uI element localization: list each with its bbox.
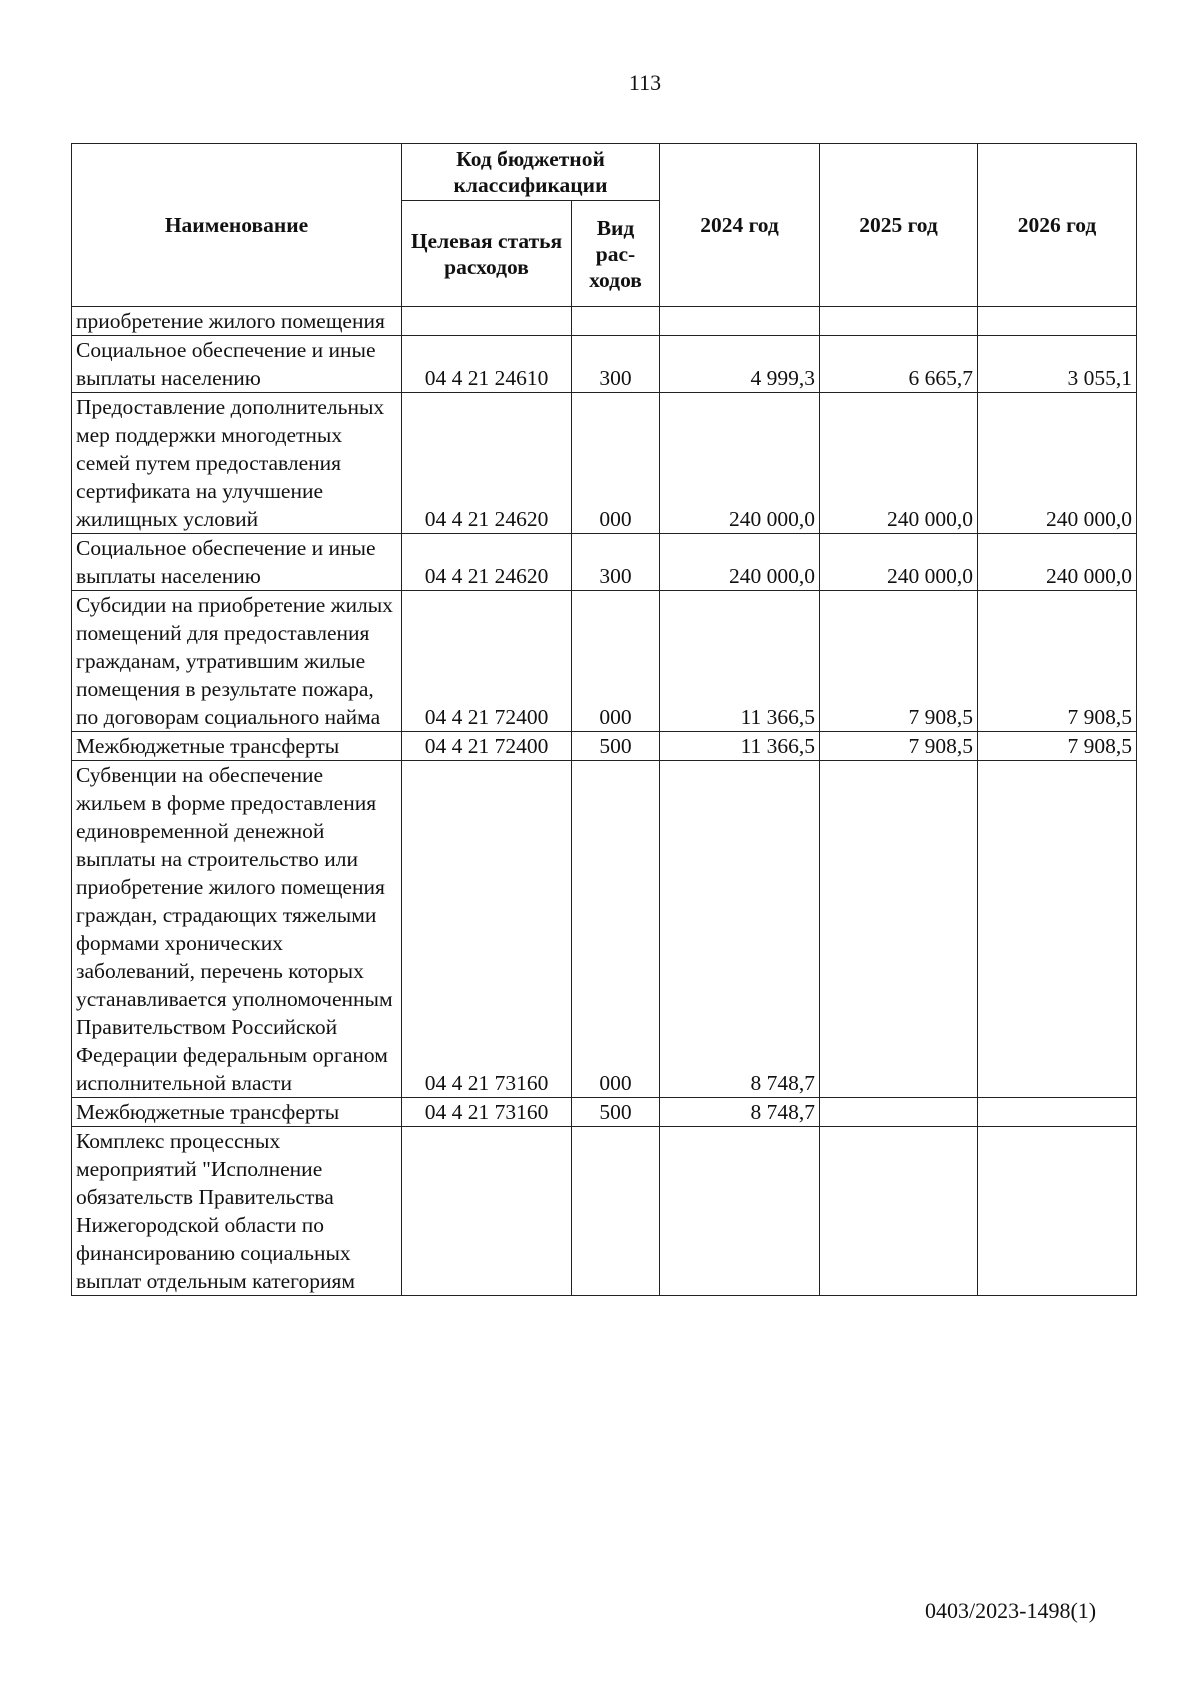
header-budget-code: Код бюджетной классификации — [402, 144, 660, 201]
row-value-2026 — [978, 1098, 1137, 1127]
row-value-2026 — [978, 1127, 1137, 1296]
document-code: 0403/2023-1498(1) — [925, 1598, 1097, 1623]
table-row — [72, 591, 1137, 732]
row-value-2025: 240 000,0 — [820, 393, 978, 534]
row-value-2024 — [660, 1127, 820, 1296]
row-target-article: 04 4 21 72400 — [402, 732, 572, 761]
row-expense-type: 300 — [572, 534, 660, 591]
row-value-2026 — [978, 307, 1137, 336]
row-value-2025: 6 665,7 — [820, 336, 978, 393]
row-value-2025: 240 000,0 — [820, 534, 978, 591]
row-value-2026: 7 908,5 — [978, 732, 1137, 761]
row-value-2024: 240 000,0 — [660, 534, 820, 591]
row-value-2026: 7 908,5 — [978, 591, 1137, 732]
row-name: Субвенции на обеспечение жильем в форме предоставления единовременной денежной выплаты на строительство или приобретение жилого помещения граждан, страдающих тяжелыми формами хронических заболеваний, перечень которых устанавливается уполномоченным Правительством Российской Федерации федеральным органом исполнительной власти — [72, 761, 402, 1098]
row-name: Комплекс процессных мероприятий "Исполнение обязательств Правительства Нижегородской области по финансированию социальных выплат отдельным категориям — [72, 1127, 402, 1296]
table-row — [72, 393, 1137, 534]
row-value-2024: 4 999,3 — [660, 336, 820, 393]
row-target-article: 04 4 21 24620 — [402, 393, 572, 534]
row-value-2026: 240 000,0 — [978, 393, 1137, 534]
header-target-article: Целевая статья расходов — [402, 201, 572, 307]
table-row — [72, 1098, 1137, 1127]
row-expense-type — [572, 307, 660, 336]
row-value-2024: 240 000,0 — [660, 393, 820, 534]
table-row — [72, 1127, 1137, 1296]
table-row — [72, 761, 1137, 1098]
row-value-2025 — [820, 1098, 978, 1127]
row-name: Межбюджетные трансферты — [72, 732, 402, 761]
table-row — [72, 307, 1137, 336]
header-name: Наименование — [72, 144, 402, 307]
header-2026: 2026 год — [978, 144, 1137, 307]
row-target-article: 04 4 21 24620 — [402, 534, 572, 591]
row-value-2025 — [820, 1127, 978, 1296]
header-2024: 2024 год — [660, 144, 820, 307]
row-target-article: 04 4 21 73160 — [402, 761, 572, 1098]
row-target-article — [402, 307, 572, 336]
row-value-2025 — [820, 307, 978, 336]
table-row — [72, 732, 1137, 761]
row-value-2026: 240 000,0 — [978, 534, 1137, 591]
row-target-article — [402, 1127, 572, 1296]
row-expense-type — [572, 1127, 660, 1296]
row-value-2026 — [978, 761, 1137, 1098]
row-expense-type: 300 — [572, 336, 660, 393]
page-number: 113 — [628, 70, 662, 95]
row-value-2025: 7 908,5 — [820, 732, 978, 761]
table-row — [72, 336, 1137, 393]
row-expense-type: 500 — [572, 732, 660, 761]
row-expense-type: 500 — [572, 1098, 660, 1127]
row-name: Субсидии на приобретение жилых помещений для предоставления гражданам, утратившим жилые помещения в результате пожара, по договорам социального найма — [72, 591, 402, 732]
row-expense-type: 000 — [572, 591, 660, 732]
table-body — [72, 307, 1137, 1296]
row-target-article: 04 4 21 73160 — [402, 1098, 572, 1127]
row-expense-type: 000 — [572, 761, 660, 1098]
row-value-2024: 8 748,7 — [660, 761, 820, 1098]
row-expense-type: 000 — [572, 393, 660, 534]
budget-table — [71, 143, 1137, 1296]
row-name: Социальное обеспечение и иные выплаты населению — [72, 534, 402, 591]
row-value-2025 — [820, 761, 978, 1098]
row-target-article: 04 4 21 24610 — [402, 336, 572, 393]
row-value-2024: 8 748,7 — [660, 1098, 820, 1127]
row-value-2026: 3 055,1 — [978, 336, 1137, 393]
header-2025: 2025 год — [820, 144, 978, 307]
row-value-2024 — [660, 307, 820, 336]
row-target-article: 04 4 21 72400 — [402, 591, 572, 732]
header-expense-type: Вид рас-ходов — [572, 201, 660, 307]
row-value-2024: 11 366,5 — [660, 732, 820, 761]
row-name: Межбюджетные трансферты — [72, 1098, 402, 1127]
row-value-2024: 11 366,5 — [660, 591, 820, 732]
row-name: Предоставление дополнительных мер поддержки многодетных семей путем предоставления сертификата на улучшение жилищных условий — [72, 393, 402, 534]
table-row — [72, 534, 1137, 591]
row-name: Социальное обеспечение и иные выплаты населению — [72, 336, 402, 393]
row-name: приобретение жилого помещения — [72, 307, 402, 336]
row-value-2025: 7 908,5 — [820, 591, 978, 732]
